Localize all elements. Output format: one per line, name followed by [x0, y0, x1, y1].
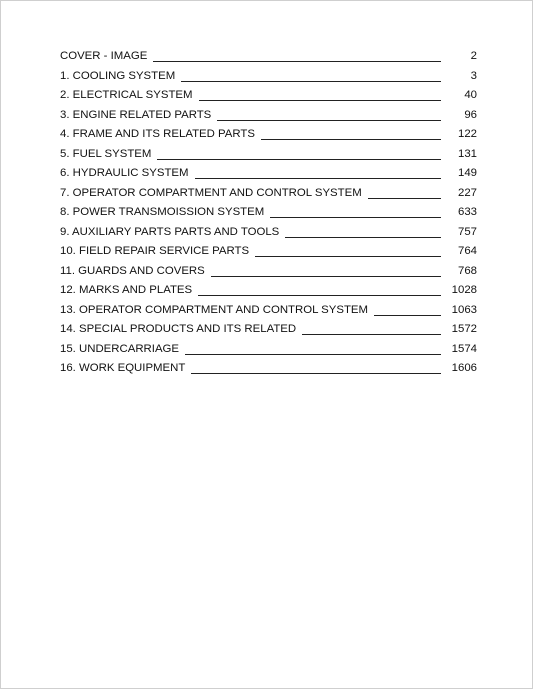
toc-entry-page: 757	[457, 225, 477, 238]
toc-entry[interactable]	[60, 48, 477, 68]
toc-entry[interactable]	[60, 243, 477, 263]
toc-leader-line	[368, 185, 441, 199]
toc-leader-line	[211, 263, 441, 277]
toc-entry-title: 15. UNDERCARRIAGE	[60, 342, 179, 355]
toc-entry-title: 8. POWER TRANSMOISSION SYSTEM	[60, 206, 265, 218]
toc-entry-title: 4. FRAME AND ITS RELATED PARTS	[60, 128, 255, 140]
toc-entry[interactable]	[60, 68, 477, 88]
toc-leader-line	[157, 146, 441, 160]
toc-entry[interactable]	[60, 107, 477, 127]
toc-leader-line	[195, 165, 442, 179]
toc-leader-line	[199, 87, 441, 101]
toc-entry[interactable]	[60, 185, 477, 205]
toc-entry-page: 131	[457, 147, 477, 160]
toc-leader-line	[302, 321, 441, 335]
toc-entry-title: 16. WORK EQUIPMENT	[60, 362, 186, 374]
toc-leader-line	[270, 204, 441, 218]
toc-leader-line	[217, 107, 441, 121]
toc-entry-page: 1063	[451, 303, 477, 316]
toc-entry-title: 6. HYDRAULIC SYSTEM	[60, 167, 189, 179]
toc-entry-title: 12. MARKS AND PLATES	[60, 284, 193, 296]
toc-entry-title: 1. COOLING SYSTEM	[60, 69, 176, 82]
toc-entry-page: 149	[457, 167, 477, 179]
toc-entry-title: 13. OPERATOR COMPARTMENT AND CONTROL SYSTEM	[60, 303, 369, 316]
toc-entry[interactable]	[60, 146, 477, 166]
toc-entry[interactable]	[60, 360, 477, 380]
toc-leader-line	[181, 68, 441, 82]
toc-entry[interactable]	[60, 87, 477, 107]
toc-entry-page: 1606	[451, 362, 477, 374]
table-of-contents	[60, 48, 477, 380]
toc-entry-page: 40	[464, 89, 477, 101]
toc-leader-line	[261, 126, 441, 140]
toc-entry-page: 764	[457, 245, 477, 257]
toc-entry[interactable]	[60, 321, 477, 341]
toc-entry-page: 1574	[451, 342, 477, 355]
toc-entry-title: 2. ELECTRICAL SYSTEM	[60, 89, 193, 101]
toc-entry[interactable]	[60, 165, 477, 185]
toc-leader-line	[185, 341, 441, 355]
toc-entry-title: COVER - IMAGE	[60, 50, 148, 62]
toc-entry-title: 10. FIELD REPAIR SERVICE PARTS	[60, 245, 250, 257]
toc-leader-line	[153, 48, 441, 62]
toc-leader-line	[374, 302, 441, 316]
toc-entry-page: 3	[470, 69, 477, 82]
toc-entry[interactable]	[60, 224, 477, 244]
toc-entry-title: 14. SPECIAL PRODUCTS AND ITS RELATED	[60, 323, 297, 335]
toc-entry-title: 5. FUEL SYSTEM	[60, 147, 152, 160]
toc-entry[interactable]	[60, 341, 477, 361]
toc-entry-title: 3. ENGINE RELATED PARTS	[60, 108, 212, 121]
toc-entry-page: 633	[457, 206, 477, 218]
toc-entry-title: 11. GUARDS AND COVERS	[60, 264, 205, 277]
toc-entry[interactable]	[60, 263, 477, 283]
toc-leader-line	[198, 282, 441, 296]
toc-entry[interactable]	[60, 282, 477, 302]
toc-entry-title: 7. OPERATOR COMPARTMENT AND CONTROL SYSTEM	[60, 186, 362, 199]
toc-entry[interactable]	[60, 126, 477, 146]
toc-entry-page: 2	[470, 50, 477, 62]
toc-entry-page: 227	[457, 186, 477, 199]
toc-entry-page: 96	[464, 108, 477, 121]
toc-leader-line	[191, 360, 441, 374]
toc-leader-line	[285, 224, 441, 238]
toc-entry-page: 122	[457, 128, 477, 140]
toc-entry-title: 9. AUXILIARY PARTS PARTS AND TOOLS	[60, 225, 280, 238]
toc-entry-page: 1572	[451, 323, 477, 335]
toc-entry[interactable]	[60, 204, 477, 224]
toc-leader-line	[255, 243, 441, 257]
toc-entry-page: 1028	[451, 284, 477, 296]
toc-entry-page: 768	[457, 264, 477, 277]
toc-entry[interactable]	[60, 302, 477, 322]
